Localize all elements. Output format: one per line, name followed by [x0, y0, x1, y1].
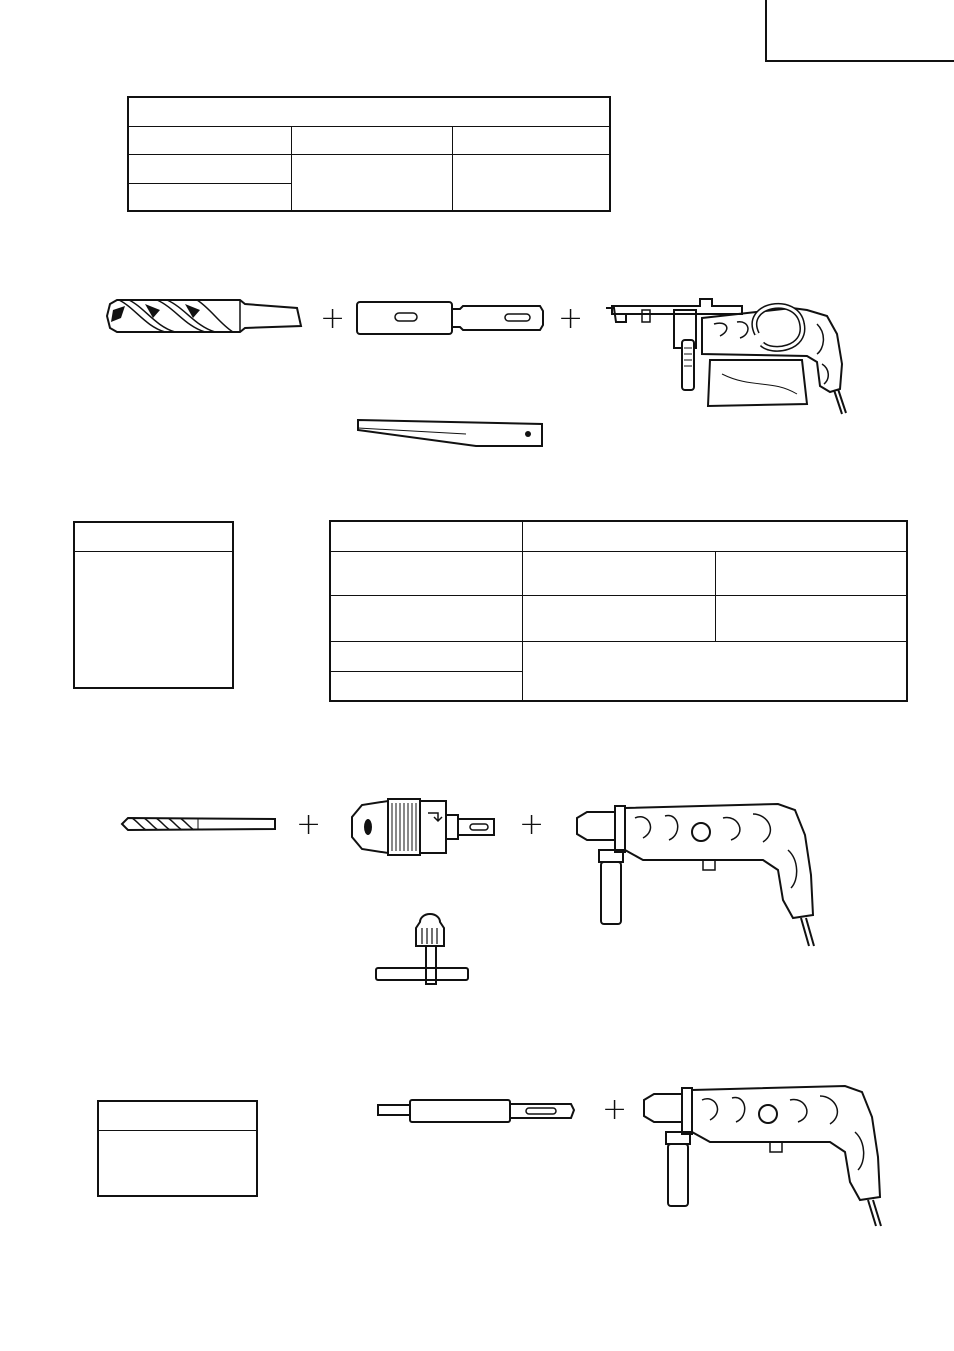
corner-tab: [765, 0, 954, 62]
mid-table-cell: [716, 595, 908, 641]
top-table-title: [128, 97, 610, 126]
taper-shank-adapter-illustration: [355, 299, 545, 339]
top-table-header-cell: [128, 126, 292, 154]
chuck-wrench-illustration: [372, 910, 472, 988]
mid-table-cell: [330, 671, 523, 701]
core-bit-illustration: [105, 296, 305, 336]
plus-sign: +: [519, 807, 545, 842]
plus-sign: +: [296, 807, 322, 842]
top-table-header-cell: [453, 126, 611, 154]
info-box-2: [97, 1100, 258, 1197]
top-table: [127, 96, 611, 212]
top-table-cell: [128, 154, 292, 183]
top-table-cell: [128, 183, 292, 211]
drill-chuck-illustration: [348, 795, 498, 860]
plus-sign: +: [320, 301, 346, 336]
info-box-1: [73, 521, 234, 689]
info-box-2-title: [99, 1102, 256, 1131]
mid-table-cell: [716, 551, 908, 595]
top-table-cell: [292, 154, 453, 211]
mid-table-cell: [523, 595, 716, 641]
top-table-cell: [453, 154, 611, 211]
rotary-hammer-illustration-2: [640, 1082, 890, 1230]
mid-table: [329, 520, 908, 702]
mid-table-cell: [330, 551, 523, 595]
drill-bit-sds-illustration: [376, 1096, 576, 1126]
rotary-hammer-dust-collector-illustration: [602, 294, 852, 419]
mid-table-cell: [523, 551, 716, 595]
plus-sign: +: [558, 301, 584, 336]
mid-table-cell: [330, 641, 523, 671]
mid-table-cell: [523, 641, 908, 701]
mid-table-header-cell: [523, 521, 908, 551]
rotary-hammer-illustration: [573, 800, 823, 950]
info-box-1-title: [75, 523, 232, 552]
plus-sign: +: [602, 1092, 628, 1127]
cotter-illustration: [356, 416, 546, 450]
mid-table-header-cell: [330, 521, 523, 551]
drill-bit-illustration: [120, 814, 280, 834]
mid-table-cell: [330, 595, 523, 641]
top-table-header-cell: [292, 126, 453, 154]
